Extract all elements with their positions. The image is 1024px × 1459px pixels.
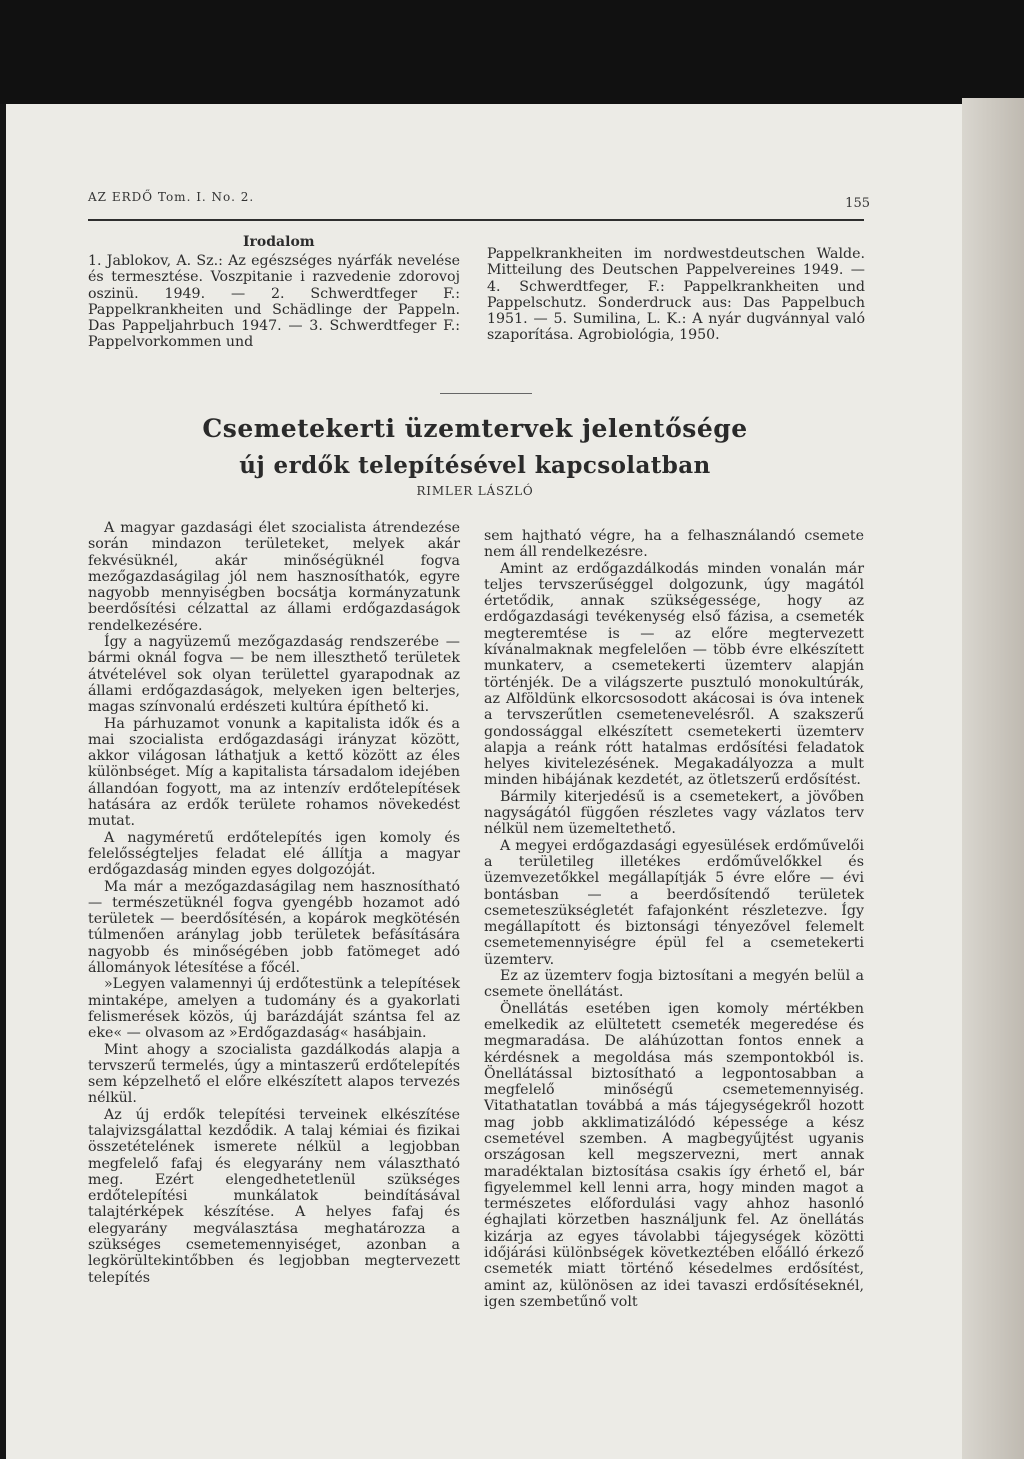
literature-left-column: 1. Jablokov, A. Sz.: Az egészséges nyárfák nevelése és termesztése. Voszpitanie i razvedenie zdorovoj oszinü. 1949. — 2. Schwerdtfeger F.: Pappelkrankheiten und Schädlinge der Pappeln. Das Pappeljahrbuch 1947. — 3. Schwerdtfeger F.: Pappelvorkommen und [88, 253, 460, 351]
page-edge [962, 98, 1024, 1459]
paragraph: Amint az erdőgazdálkodás minden vonalán már teljes tervszerűséggel dolgozunk, úgy magától értetődik, annak szükségessége, hogy az erdőgazdasági tevékenység első fázisa, a csemeték megteremtése is — az előre megtervezett kívánalmaknak megfelelően — több évre elkészített munkaterv, a csemetekerti üzemterv alapján történjék. De a világszerte pusztuló monokultúrák, az Alföldünk elkorcsosodott akácosai is óva intenek a tervszerűtlen csemetenevelésről. A szakszerű gondossággal elkészített csemetekerti üzemterv alapja a reánk rótt hatalmas erdősítési feladatok helyes kivitelezésének. Megakadályozza a mult minden hibájának kezdetét, az ötletszerű erdősítést. [484, 560, 864, 789]
literature-heading: Irodalom [243, 234, 315, 250]
article-author: RIMLER LÁSZLÓ [416, 484, 534, 498]
paragraph: Ha párhuzamot vonunk a kapitalista idők és a mai szocialista erdőgazdasági irányzat között, akkor világosan láthatjuk a kettő között az éles különbséget. Míg a kapitalista társadalom idejében állandóan fogyott, ma az intenzív erdőtelepítések hatására az erdők területe rohamos növekedést mutat. [88, 715, 460, 830]
paragraph: »Legyen valamennyi új erdőtestünk a telepítések mintaképe, amelyen a tudomány és a gyakorlati felismerések közös, új barázdáját szántsa fel az eke« — olvasom az »Erdőgazdaság« hasábjain. [88, 976, 460, 1042]
page-header [88, 190, 878, 220]
article-title-line2: új erdők telepítésével kapcsolatban [239, 452, 711, 479]
paragraph: A nagyméretű erdőtelepítés igen komoly és felelősségteljes feladat elé állítja a magyar erdőgazdaság minden egyes dolgozóját. [88, 829, 460, 879]
paragraph: sem hajtható végre, ha a felhasználandó csemete nem áll rendelkezésre. [484, 528, 864, 561]
paragraph: Az új erdők telepítési terveinek elkészítése talajvizsgálattal kezdődik. A talaj kémiai és fizikai összetételének ismerete nélkül a legjobban megfelelő fafaj és elegyarány nem választható meg. Ezért elengedhetetlenül szükséges erdőtelepítési munkálatok beindításával talajtérképek készítése. A helyes fafaj és elegyarány megválasztása meghatározza a szükséges csemetemennyiséget, azonban a legkörültekintőbben és legjobban megtervezett telepítés [88, 1106, 460, 1286]
paragraph: A megyei erdőgazdasági egyesülések erdőművelői a területileg illetékes erdőművelőkkel és üzemvezetőkkel megállapítják 5 évre előre — évi bontásban — a beerdősítendő területek csemeteszükségletét fafajonként részletezve. Így megállapított és biztonsági tényezővel felemelt csemetemennyiségre épül fel a csemetekerti üzemterv. [484, 837, 864, 968]
paragraph: Önellátás esetében igen komoly mértékben emelkedik az elültetett csemeték megeredése és megmaradása. De aláhúzottan fontos ennek a kérdésnek a megoldása más szempontokból is. Önellátással biztosítható a legpontosabban a megfelelő minőségű csemetemennyiség. Vitathatatlan továbbá a más tájegységekről hozott mag jobb akklimatizálódó képessége a kész csemetével szemben. A magbegyűjtést ugyanis országosan kell megszervezni, mert annak maradéktalan biztosítása csakis így érhető el, bár figyelemmel kell lenni arra, hogy minden magot a természetes előfordulási vagy ahhoz hasonló éghajlati körzetben használjunk fel. Az önellátás kizárja az egyes távolabbi tájegységek közötti időjárási különbségek következtében előálló érkező csemeték miatt történő késedelmes erdősítést, amint az, különösen az idei tavaszi erdősítéseknél, igen szembetűnő volt [484, 1000, 864, 1310]
literature-right-column: Pappelkrankheiten im nordwestdeutschen Walde. Mitteilung des Deutschen Pappelvereines 1949. — 4. Schwerdtfeger, F.: Pappelkrankheiten und Pappelschutz. Sonderdruck aus: Das Pappelbuch 1951. — 5. Sumilina, L. K.: A nyár dugvánnyal való szaporítása. Agrobiológia, 1950. [487, 246, 865, 344]
article-right-column [484, 528, 864, 1310]
paragraph: Mint ahogy a szocialista gazdálkodás alapja a tervszerű termelés, úgy a mintaszerű erdőtelepítés sem képzelhető el előre elkészített alapos tervezés nélkül. [88, 1041, 460, 1107]
running-title: AZ ERDŐ Tom. I. No. 2. [88, 190, 255, 204]
paragraph: Bármily kiterjedésű is a csemetekert, a jövőben nagyságától függően részletes vagy vázlatos terv nélkül nem üzemeltethető. [484, 788, 864, 838]
paragraph: Ez az üzemterv fogja biztosítani a megyén belül a csemete önellátást. [484, 968, 864, 1001]
page-number: 155 [845, 196, 870, 211]
header-rule [88, 219, 864, 221]
paragraph: Ma már a mezőgazdaságilag nem hasznosítható — természetüknél fogva gyengébb hozamot adó területek — beerdősítésén, a kopárok megkötésén túlmenően aránylag jobb területek befásítására nagyobb és minőségében jobb fatömeget adó állományok létesítése a főcél. [88, 878, 460, 977]
section-divider [440, 393, 532, 394]
article-left-column [88, 520, 460, 1286]
scan-background [0, 0, 1024, 104]
article-title-line1: Csemetekerti üzemtervek jelentősége [202, 414, 748, 443]
paragraph: Így a nagyüzemű mezőgazdaság rendszerébe — bármi oknál fogva — be nem illeszthető területek átvételével sok olyan területtel gyarapodnak az állami erdőgazdaságok, melyeken igen belterjes, magas színvonalú erdészeti kultúra építhető ki. [88, 634, 460, 716]
paragraph: A magyar gazdasági élet szocialista átrendezése során mindazon területeket, melyek akár fekvésüknél, akár minőségüknél fogva mezőgazdaságilag jól nem hasznosíthatók, egyre nagyobb mennyiségben bocsátja kormányzatunk beerdősítési célzattal az állami erdőgazdaságok rendelkezésére. [88, 520, 460, 634]
